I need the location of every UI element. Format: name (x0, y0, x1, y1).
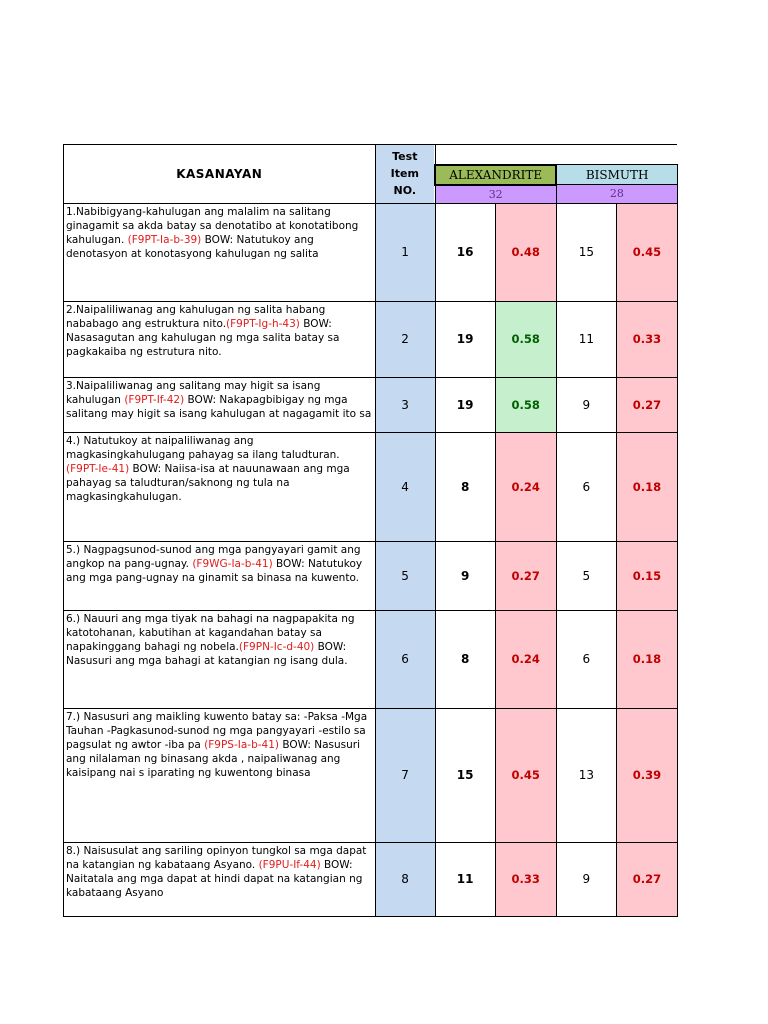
competency-header: KASANAYAN (64, 145, 376, 204)
competency-cell (64, 842, 376, 916)
alexandrite-ratio-cell: 0.58 (495, 377, 556, 432)
competency-code: (F9PT-Ig-h-43) (226, 317, 300, 330)
competency-text: 3.Naipaliliwanag ang salitang may higit sa isang kahulugan (66, 379, 321, 406)
item-number-cell: 2 (375, 301, 435, 377)
bismuth-ratio-cell: 0.27 (616, 842, 677, 916)
test-item-header-line3: NO. (393, 184, 417, 198)
bismuth-score-cell: 6 (556, 432, 616, 541)
bismuth-score-cell: 5 (556, 541, 616, 610)
item-number-cell: 7 (375, 708, 435, 842)
competency-code: (F9PT-Ia-b-39) (127, 233, 202, 246)
alexandrite-ratio-cell: 0.45 (495, 708, 556, 842)
table-row (64, 842, 678, 916)
bismuth-ratio-cell: 0.39 (616, 708, 677, 842)
alexandrite-score-cell: 8 (435, 610, 495, 708)
alexandrite-score-cell: 15 (435, 708, 495, 842)
competency-text: BOW: Nasusuri ang mga bahagi at katangian ng isang dula. (66, 640, 348, 667)
competency-cell (64, 708, 376, 842)
alexandrite-ratio-cell: 0.24 (495, 432, 556, 541)
bismuth-ratio-cell: 0.15 (616, 541, 677, 610)
section-alexandrite-name: ALEXANDRITE (435, 165, 556, 185)
competency-text: 8.) Naisusulat ang sariling opinyon tungkol sa mga dapat na katangian ng kabataang Asyano. (66, 844, 367, 871)
table-row (64, 610, 678, 708)
bismuth-ratio-cell: 0.33 (616, 301, 677, 377)
table-row (64, 203, 678, 301)
alexandrite-score-cell: 16 (435, 203, 495, 301)
table-row (64, 301, 678, 377)
bismuth-score-cell: 6 (556, 610, 616, 708)
bismuth-ratio-cell: 0.18 (616, 610, 677, 708)
bismuth-ratio-cell: 0.18 (616, 432, 677, 541)
competency-code: (F9WG-Ia-b-41) (192, 557, 273, 570)
alexandrite-score-cell: 19 (435, 377, 495, 432)
competency-text: BOW: Nakapagbibigay ng mga salitang may higit sa isang kahulugan at nagagamit ito sa (66, 393, 372, 420)
item-number-cell: 8 (375, 842, 435, 916)
table-row (64, 432, 678, 541)
competency-cell (64, 541, 376, 610)
alexandrite-score-cell: 9 (435, 541, 495, 610)
alexandrite-score-cell: 19 (435, 301, 495, 377)
section-bismuth-count: 28 (556, 185, 677, 204)
competency-code: (F9PT-Ie-41) (66, 462, 130, 475)
bismuth-score-cell: 13 (556, 708, 616, 842)
competency-text: 2.Naipaliliwanag ang kahulugan ng salita habang nababago ang estruktura nito. (66, 303, 326, 330)
competency-text: BOW: Naiisa-isa at nauunawaan ang mga pahayag sa taludturan/saknong ng tula na magkasingkahulugan. (66, 462, 350, 503)
competency-code: (F9PN-Ic-d-40) (238, 640, 315, 653)
test-item-header (375, 145, 435, 204)
item-number-cell: 1 (375, 203, 435, 301)
competency-text: BOW: Natutukoy ang denotasyon at konotasyong kahulugan ng salita (66, 233, 319, 260)
item-number-cell: 6 (375, 610, 435, 708)
competency-text: BOW: Nasusuri ang nilalaman ng binasang akda , naipaliwanag ang kaisipang nai s iparating ng kuwentong binasa (66, 738, 361, 779)
item-number-cell: 4 (375, 432, 435, 541)
competency-cell (64, 610, 376, 708)
competency-cell (64, 432, 376, 541)
competency-text: BOW: Naitatala ang mga dapat at hindi dapat na katangian ng kabataang Asyano (66, 858, 363, 899)
competency-cell (64, 203, 376, 301)
alexandrite-ratio-cell: 0.24 (495, 610, 556, 708)
header-blank-area (435, 145, 677, 165)
alexandrite-score-cell: 11 (435, 842, 495, 916)
competency-text: 5.) Nagpagsunod-sunod ang mga pangyayari gamit ang angkop na pang-ugnay. (66, 543, 361, 570)
alexandrite-ratio-cell: 0.48 (495, 203, 556, 301)
competency-text: 1.Nabibigyang-kahulugan ang malalim na salitang ginagamit sa akda batay sa denotatibo at konotatibong kahulugan. (66, 205, 359, 246)
competency-text: 4.) Natutukoy at naipaliliwanag ang magkasingkahulugang pahayag sa ilang taludturan. (66, 434, 340, 461)
section-bismuth-name: BISMUTH (556, 165, 677, 185)
section-alexandrite-count: 32 (435, 185, 556, 204)
competency-text: BOW: Natutukoy ang mga pang-ugnay na ginamit sa binasa na kuwento. (66, 557, 363, 584)
bismuth-ratio-cell: 0.45 (616, 203, 677, 301)
item-number-cell: 5 (375, 541, 435, 610)
competency-cell (64, 301, 376, 377)
table-row (64, 377, 678, 432)
bismuth-ratio-cell: 0.27 (616, 377, 677, 432)
competency-code: (F9PU-If-44) (258, 858, 321, 871)
bismuth-score-cell: 9 (556, 377, 616, 432)
alexandrite-ratio-cell: 0.58 (495, 301, 556, 377)
competency-text: BOW: Nasasagutan ang kahulugan ng mga salita batay sa pagkakaiba ng estrutura nito. (66, 317, 340, 358)
item-number-cell: 3 (375, 377, 435, 432)
item-analysis-table (63, 144, 678, 917)
alexandrite-ratio-cell: 0.27 (495, 541, 556, 610)
competency-cell (64, 377, 376, 432)
competency-text: 6.) Nauuri ang mga tiyak na bahagi na nagpapakita ng katotohanan, kabutihan at kagandahan batay sa napakinggang bahagi ng nobela. (66, 612, 355, 653)
competency-text: 7.) Nasusuri ang maikling kuwento batay sa: -Paksa -Mga Tauhan -Pagkasunod-sunod ng mga pangyayari -estilo sa pagsulat ng awtor -iba pa (66, 710, 368, 751)
competency-code: (F9PS-Ia-b-41) (204, 738, 279, 751)
alexandrite-ratio-cell: 0.33 (495, 842, 556, 916)
table-row (64, 541, 678, 610)
bismuth-score-cell: 15 (556, 203, 616, 301)
table-row (64, 708, 678, 842)
alexandrite-score-cell: 8 (435, 432, 495, 541)
test-item-header-line1: Test (392, 150, 418, 164)
test-item-header-line2: Item (390, 167, 419, 181)
bismuth-score-cell: 11 (556, 301, 616, 377)
bismuth-score-cell: 9 (556, 842, 616, 916)
competency-code: (F9PT-If-42) (124, 393, 185, 406)
